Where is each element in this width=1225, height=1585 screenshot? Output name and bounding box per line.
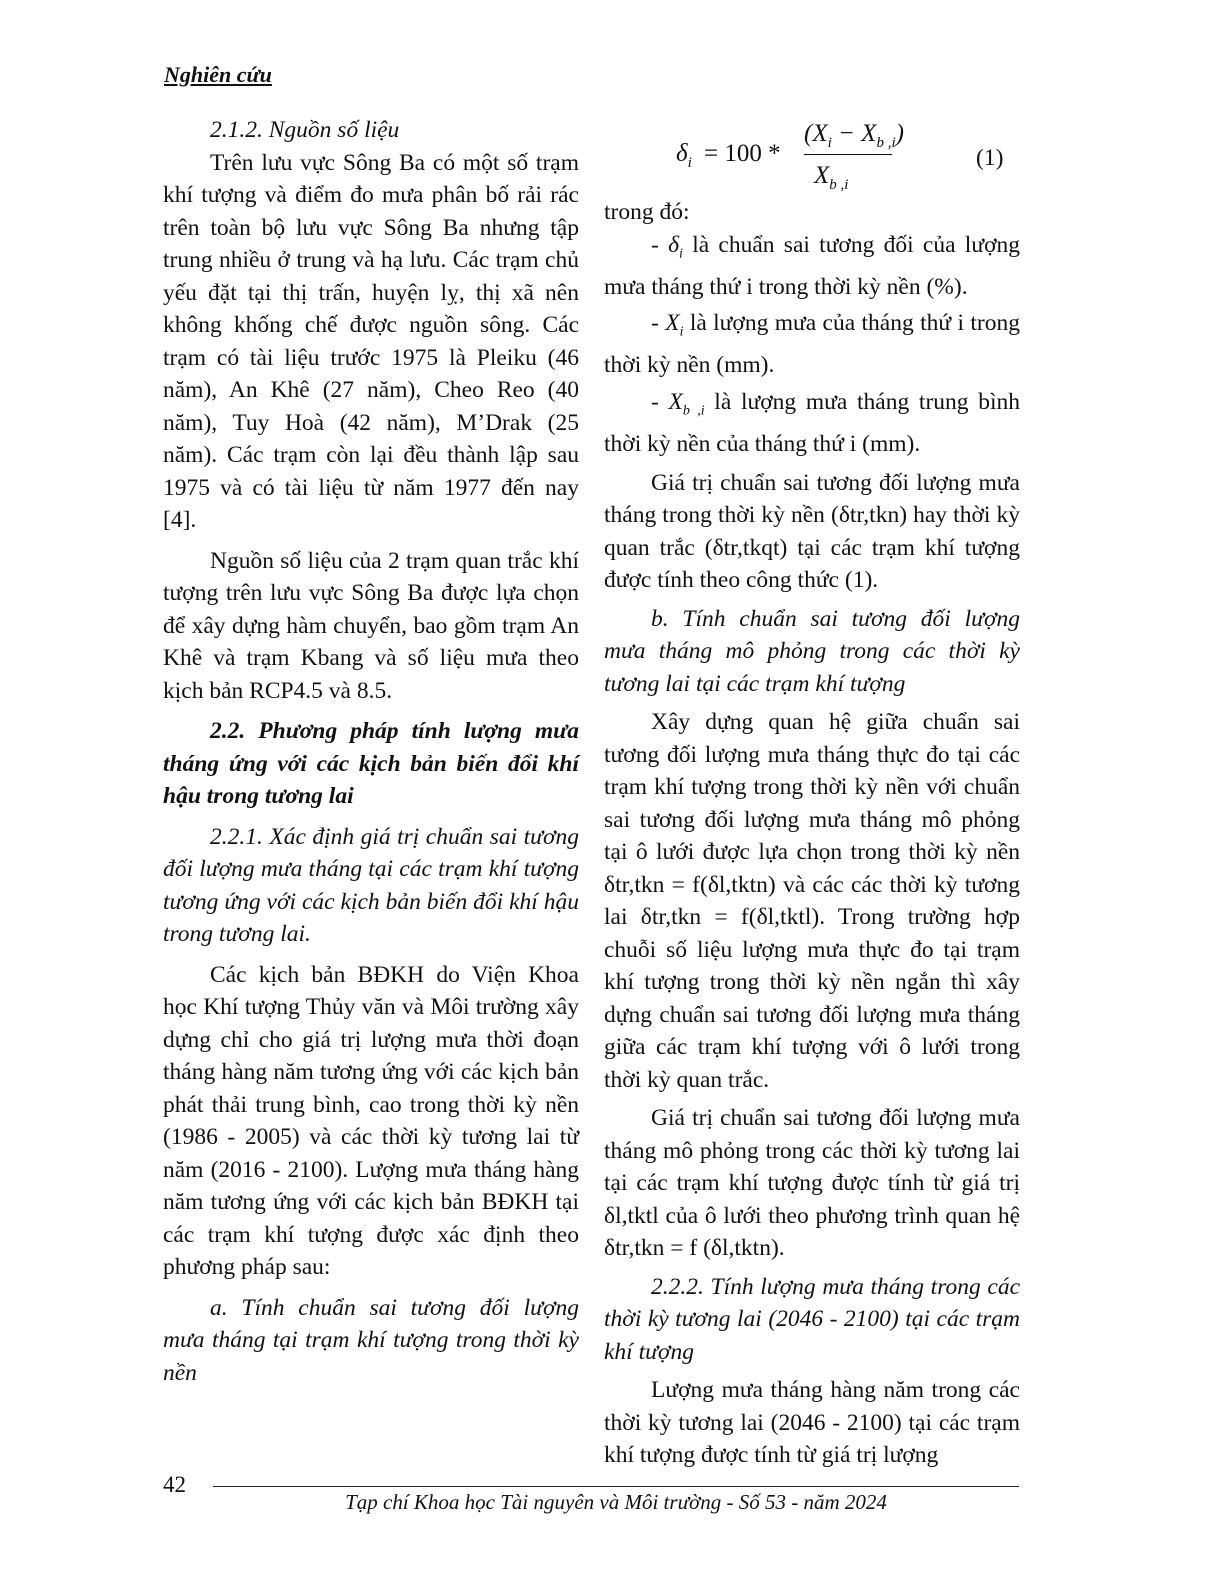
heading-a: a. Tính chuẩn sai tương đối lượng mưa tháng tại trạm khí tượng trong thời kỳ nền — [163, 1294, 579, 1386]
paragraph: Trên lưu vực Sông Ba có một số trạm khí tượng và điểm đo mưa phân bố rải rác trên toàn bộ lưu vực Sông Ba nhưng tập trung nhiều ở trung và hạ lưu. Các trạm chủ yếu đặt tại thị trấn, huyện lỵ, thị xã nên không khống chế được nguồn sông. Các trạm có tài liệu trước 1975 là Pleiku (46 năm), An Khê (27 năm), Cheo Reo (40 năm), Tuy Hoà (42 năm), M’Drak (25 năm). Các trạm còn lại đều thành lập sau 1975 và có tài liệu từ năm 1977 đến nay [4]. — [163, 149, 579, 533]
paragraph: trong đó: — [604, 199, 690, 225]
definition-item: - $\delta_i$ là chuẩn sai tương đối của lượng mưa tháng thứ i trong thời kỳ nền (%). — [604, 231, 1020, 300]
left-column — [163, 114, 579, 1389]
equation-1 — [604, 114, 1020, 196]
equation-operator: = 100 * — [704, 140, 781, 167]
journal-footer: Tạp chí Khoa học Tài nguyên và Môi trường - Số 53 - năm 2024 — [345, 1490, 887, 1514]
heading-2-2-1: 2.2.1. Xác định giá trị chuẩn sai tương đối lượng mưa tháng tại các trạm khí tượng tương ứng với các kịch bản biến đổi khí hậu trong tương lai. — [163, 823, 579, 947]
heading-b: b. Tính chuẩn sai tương đối lượng mưa tháng mô phỏng trong các thời kỳ tương lai tại các trạm khí tượng — [604, 605, 1020, 697]
page-number: 42 — [163, 1472, 186, 1497]
equation-numerator: $(X_i - X_{b ,i})$ — [804, 120, 904, 151]
right-column — [604, 114, 1020, 1472]
paragraph: Xây dựng quan hệ giữa chuẩn sai tương đối lượng mưa tháng thực đo tại các trạm khí tượng trong thời kỳ nền với chuẩn sai tương đối lượng mưa tháng mô phỏng tại ô lưới được lựa chọn trong thời kỳ nền δtr,tkn = f(δl,tktn) và các các thời kỳ tương lai δtr,tkn = f(δl,tktl). Trong trường hợp chuỗi số liệu lượng mưa thực đo tại trạm khí tượng trong thời kỳ nền ngắn thì xây dựng chuẩn sai tương đối lượng mưa tháng giữa các trạm khí tượng với ô lưới trong thời kỳ quan trắc. — [604, 709, 1020, 1093]
section-tag: Nghiên cứu — [164, 62, 272, 87]
footer-rule — [213, 1486, 1019, 1487]
paragraph: Lượng mưa tháng hàng năm trong các thời kỳ tương lai (2046 - 2100) tại các trạm khí tượng được tính từ giá trị lượng — [604, 1377, 1020, 1469]
paragraph: Giá trị chuẩn sai tương đối lượng mưa tháng mô phỏng trong các thời kỳ tương lai tại các trạm khí tượng được tính từ giá trị δl,tktl của ô lưới theo phương trình quan hệ δtr,tkn = f (δl,tktn). — [604, 1105, 1020, 1262]
definition-item: - $X_{b ,i}$ là lượng mưa tháng trung bình thời kỳ nền của tháng thứ i (mm). — [604, 388, 1020, 458]
definition-item: - $X_i$ là lượng mưa của tháng thứ i trong thời kỳ nền (mm). — [604, 310, 1020, 379]
heading-2-2: 2.2. Phương pháp tính lượng mưa tháng ứng với các kịch bản biến đổi khí hậu trong tương lai — [163, 718, 579, 809]
equation-lhs: $\delta_i$ — [676, 140, 692, 171]
fraction-bar — [804, 154, 892, 155]
paragraph: Giá trị chuẩn sai tương đối lượng mưa tháng trong thời kỳ nền (δtr,tkn) hay thời kỳ quan trắc (δtr,tkqt) tại các trạm khí tượng được tính theo công thức (1). — [604, 469, 1020, 594]
paragraph: Nguồn số liệu của 2 trạm quan trắc khí tượng trên lưu vực Sông Ba được lựa chọn để xây dựng hàm chuyển, bao gồm trạm An Khê và trạm Kbang và số liệu mưa theo kịch bản RCP4.5 và 8.5. — [163, 547, 579, 704]
heading-2-1-2: 2.1.2. Nguồn số liệu — [210, 117, 400, 143]
equation-number: (1) — [976, 145, 1004, 171]
paragraph: Các kịch bản BĐKH do Viện Khoa học Khí tượng Thủy văn và Môi trường xây dựng chỉ cho giá trị lượng mưa thời đoạn tháng hàng năm tương ứng với các kịch bản phát thải trung bình, cao trong thời kỳ nền (1986 - 2005) và các thời kỳ tương lai từ năm (2016 - 2100). Lượng mưa tháng hàng năm tương ứng với các kịch bản BĐKH tại các trạm khí tượng được xác định theo phương pháp sau: — [163, 961, 579, 1280]
heading-2-2-2: 2.2.2. Tính lượng mưa tháng trong các thời kỳ tương lai (2046 - 2100) tại các trạm khí tượng — [604, 1273, 1020, 1365]
equation-denominator: $X_{b ,i}$ — [814, 162, 849, 193]
